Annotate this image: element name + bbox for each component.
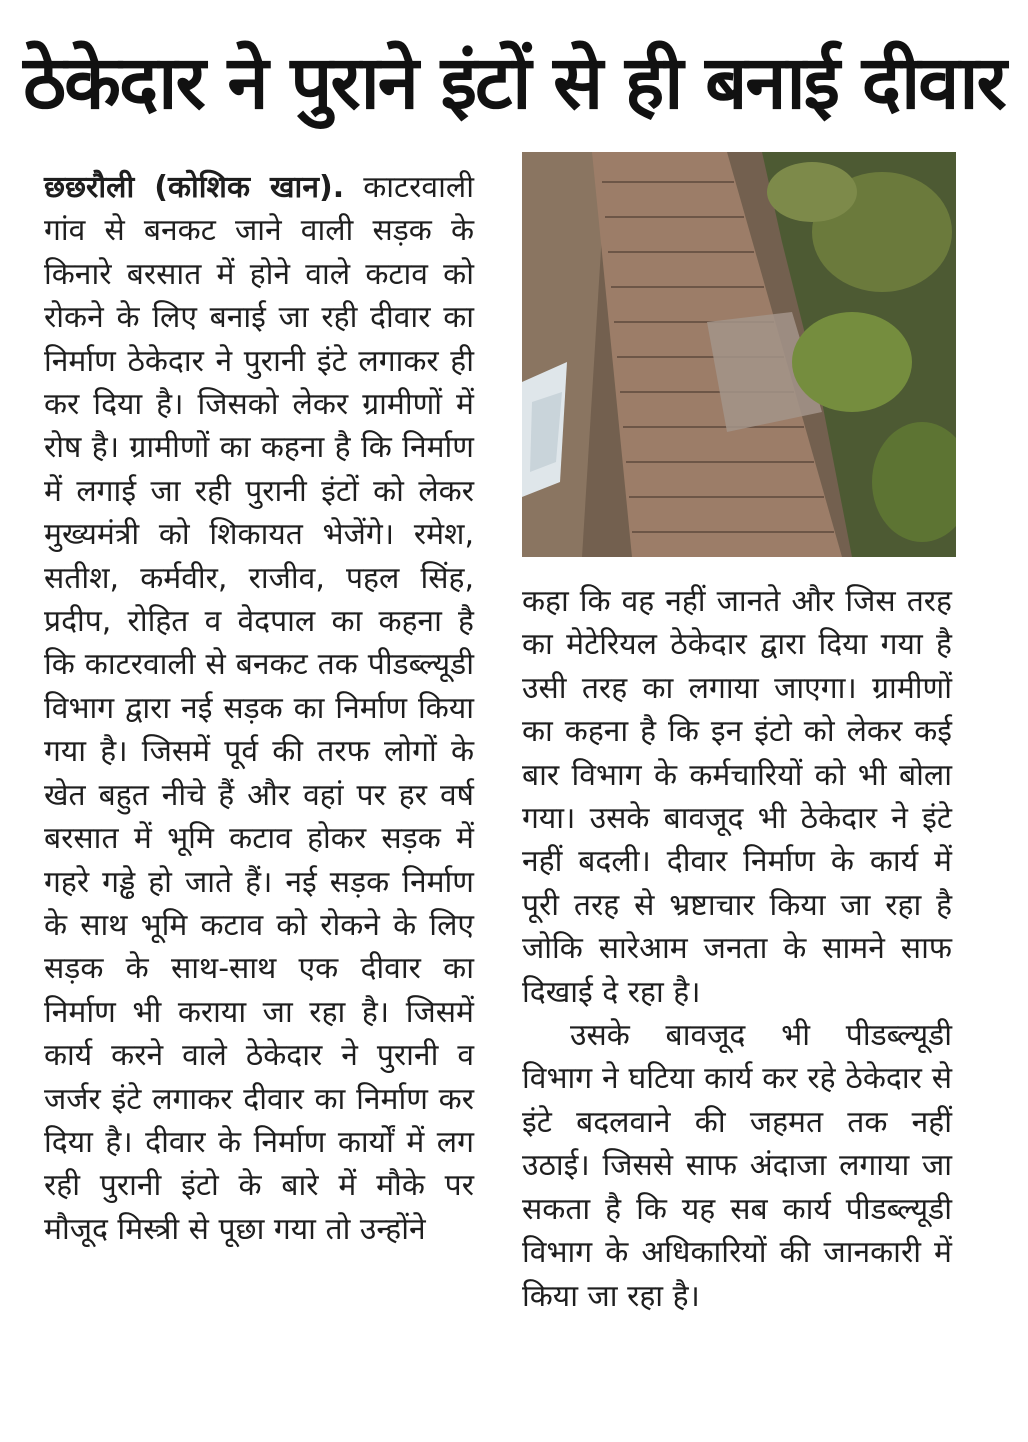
article-body-left <box>44 166 474 1251</box>
article-paragraph-right-1: कहा कि वह नहीं जानते और जिस तरह का मेटेरियल ठेकेदार द्वारा दिया गया है उसी तरह का लगाया जाएगा। ग्रामीणों का कहना है कि इन इंटो को लेकर कई बार विभाग के कर्मचारियों को भी बोला गया। उसके बावजूद भी ठेकेदार ने इंटे नहीं बदली। दीवार निर्माण के कार्य में पूरी तरह से भ्रष्टाचार किया जा रहा है जोकि सारेआम जनता के सामने साफ दिखाई दे रहा है। <box>522 584 952 1010</box>
headline: ठेकेदार ने पुराने इंटों से ही बनाई दीवार <box>23 40 1005 126</box>
brick-wall-illustration <box>522 152 956 557</box>
article-right-column <box>522 580 952 1318</box>
dateline: छछरौली (कोशिक खान). <box>44 170 345 205</box>
article-text-left: काटरवाली गांव से बनकट जाने वाली सड़क के किनारे बरसात में होने वाले कटाव को रोकने के लिए बनाई जा रही दीवार का निर्माण ठेकेदार ने पुरानी इंटे लगाकर ही कर दिया है। जिसको लेकर ग्रामीणों में रोष है। ग्रामीणों का कहना है कि निर्माण में लगाई जा रही पुरानी इंटों को लेकर मुख्यमंत्री को शिकायत भेजेंगे। रमेश, सतीश, कर्मवीर, राजीव, पहल सिंह, प्रदीप, रोहित व वेदपाल का कहना है कि काटरवाली से बनकट तक पीडब्ल्यूडी विभाग द्वारा नई सड़क का निर्माण किया गया है। जिसमें पूर्व की तरफ लोगों के खेत बहुत नीचे हैं और वहां पर हर वर्ष बरसात में भूमि कटाव होकर सड़क में गहरे गड्ढे हो जाते हैं। नई सड़क निर्माण के साथ भूमि कटाव को रोकने के लिए सड़क के साथ-साथ एक दीवार का निर्माण भी कराया जा रहा है। जिसमें कार्य करने वाले ठेकेदार ने पुरानी व जर्जर इंटे लगाकर दीवार का निर्माण कर दिया है। दीवार के निर्माण कार्यों में लग रही पुरानी इंटो के बारे में मौके पर मौजूद मिस्त्री से पूछा गया तो उन्होंने <box>44 170 474 1247</box>
brick-wall-photo <box>522 152 956 557</box>
article-paragraph-right-2: उसके बावजूद भी पीडब्ल्यूडी विभाग ने घटिया कार्य कर रहे ठेकेदार से इंटे बदलवाने की जहमत तक नहीं उठाई। जिससे साफ अंदाजा लगाया जा सकता है कि यह सब कार्य पीडब्ल्यूडी विभाग के अधिकारियों की जानकारी में किया जा रहा है। <box>522 1018 952 1314</box>
article-left-column <box>44 166 474 1251</box>
